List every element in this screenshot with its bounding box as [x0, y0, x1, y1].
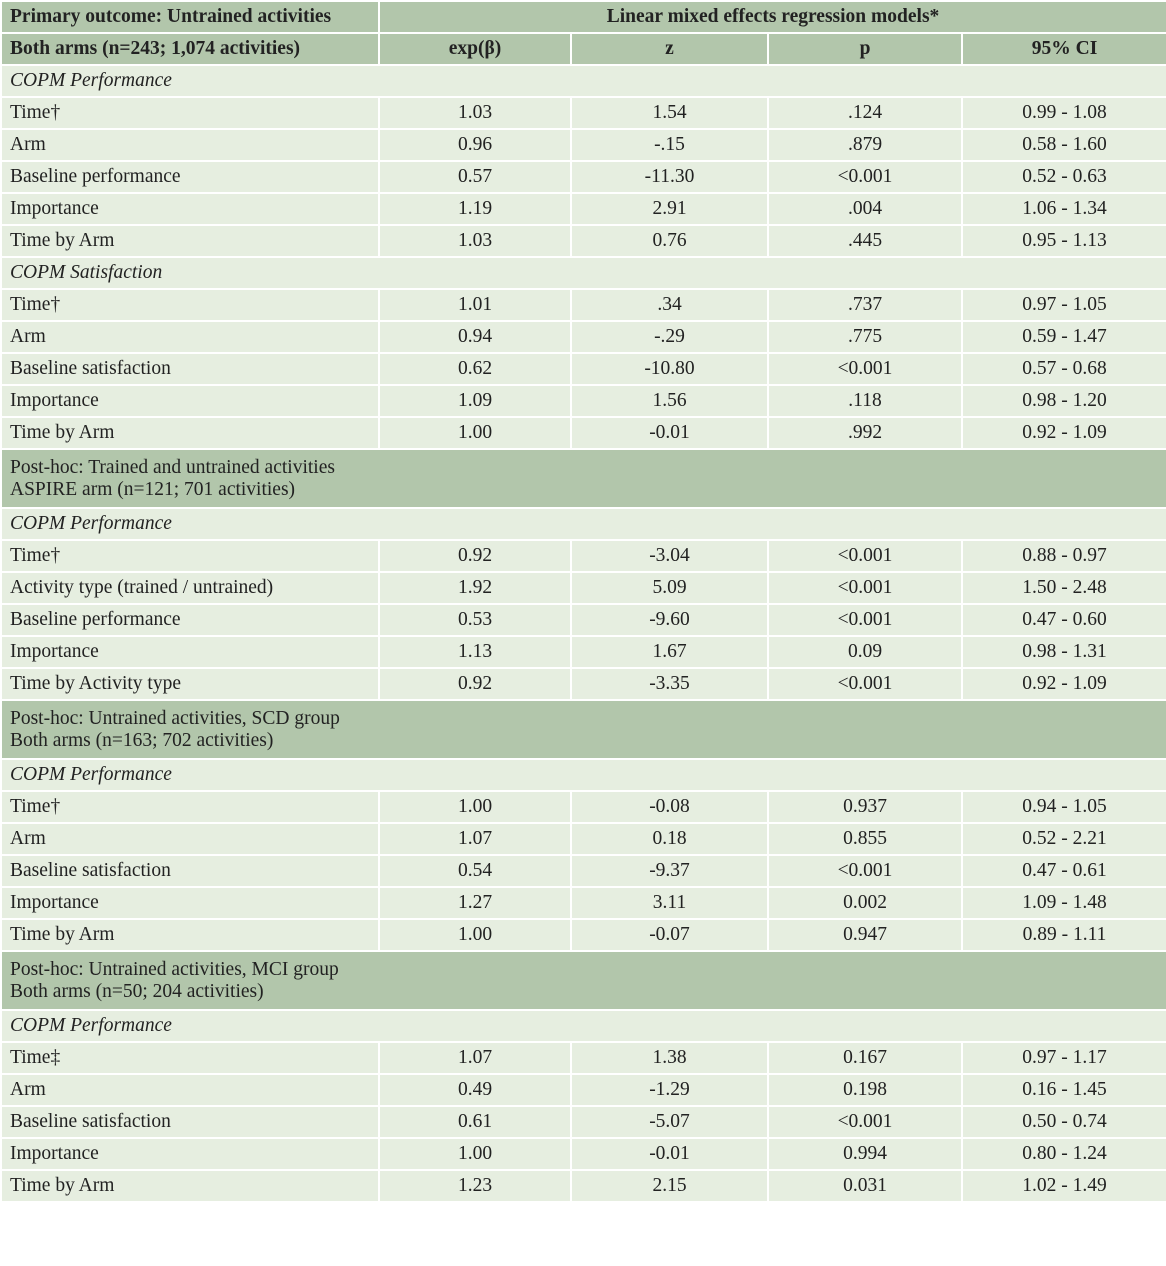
table-row: [1, 1042, 1166, 1074]
ci-value: 0.47 - 0.61: [962, 855, 1166, 887]
ci-value: 0.52 - 2.21: [962, 823, 1166, 855]
ci-value: 0.59 - 1.47: [962, 321, 1166, 353]
subsection-row: [1, 65, 1166, 97]
ci-value: 0.50 - 0.74: [962, 1106, 1166, 1138]
table-row: [1, 161, 1166, 193]
row-label: Time‡: [1, 1042, 379, 1074]
z-value: -.29: [571, 321, 768, 353]
cohort-subtitle: Both arms (n=243; 1,074 activities): [1, 33, 379, 65]
ci-value: 0.57 - 0.68: [962, 353, 1166, 385]
exp-beta-value: 1.13: [379, 636, 571, 668]
z-value: -0.01: [571, 1138, 768, 1170]
p-value: <0.001: [768, 1106, 962, 1138]
table-row: [1, 823, 1166, 855]
p-value: 0.937: [768, 791, 962, 823]
z-value: -9.37: [571, 855, 768, 887]
exp-beta-value: 1.27: [379, 887, 571, 919]
p-value: 0.994: [768, 1138, 962, 1170]
exp-beta-value: 1.23: [379, 1170, 571, 1202]
table-row: [1, 129, 1166, 161]
table-row: [1, 791, 1166, 823]
exp-beta-value: 0.96: [379, 129, 571, 161]
ci-value: 1.02 - 1.49: [962, 1170, 1166, 1202]
table-row: [1, 193, 1166, 225]
table-row: [1, 353, 1166, 385]
z-value: 1.38: [571, 1042, 768, 1074]
z-value: 0.76: [571, 225, 768, 257]
row-label: Baseline satisfaction: [1, 1106, 379, 1138]
row-label: Importance: [1, 385, 379, 417]
p-value: <0.001: [768, 572, 962, 604]
subsection-title: COPM Satisfaction: [1, 257, 1166, 289]
section-header-line: Post-hoc: Trained and untrained activities: [10, 456, 335, 478]
table-row: [1, 668, 1166, 700]
exp-beta-value: 1.00: [379, 919, 571, 951]
exp-beta-value: 1.07: [379, 823, 571, 855]
table-row: [1, 321, 1166, 353]
z-value: -5.07: [571, 1106, 768, 1138]
section-header: [1, 449, 1166, 508]
z-value: -11.30: [571, 161, 768, 193]
subsection-row: [1, 508, 1166, 540]
z-value: -0.01: [571, 417, 768, 449]
z-value: -3.35: [571, 668, 768, 700]
row-label: Time by Activity type: [1, 668, 379, 700]
row-label: Baseline performance: [1, 604, 379, 636]
row-label: Baseline satisfaction: [1, 855, 379, 887]
ci-value: 0.58 - 1.60: [962, 129, 1166, 161]
exp-beta-value: 1.00: [379, 791, 571, 823]
section-header-line: Post-hoc: Untrained activities, SCD group: [10, 707, 340, 729]
row-label: Time by Arm: [1, 919, 379, 951]
exp-beta-value: 1.03: [379, 225, 571, 257]
p-value: 0.002: [768, 887, 962, 919]
row-label: Importance: [1, 636, 379, 668]
p-value: .124: [768, 97, 962, 129]
section-header: [1, 951, 1166, 1010]
exp-beta-value: 1.09: [379, 385, 571, 417]
table-row: [1, 1106, 1166, 1138]
subsection-title: COPM Performance: [1, 65, 1166, 97]
ci-value: 1.50 - 2.48: [962, 572, 1166, 604]
row-label: Time†: [1, 97, 379, 129]
ci-value: 1.09 - 1.48: [962, 887, 1166, 919]
ci-value: 0.88 - 0.97: [962, 540, 1166, 572]
z-value: -3.04: [571, 540, 768, 572]
p-value: .004: [768, 193, 962, 225]
z-value: -.15: [571, 129, 768, 161]
row-label: Time by Arm: [1, 1170, 379, 1202]
z-value: -0.08: [571, 791, 768, 823]
ci-value: 0.80 - 1.24: [962, 1138, 1166, 1170]
column-header-p: p: [768, 33, 962, 65]
p-value: .445: [768, 225, 962, 257]
subsection-title: COPM Performance: [1, 759, 1166, 791]
z-value: 2.91: [571, 193, 768, 225]
z-value: -0.07: [571, 919, 768, 951]
table-row: [1, 1074, 1166, 1106]
ci-value: 0.97 - 1.17: [962, 1042, 1166, 1074]
model-title: Linear mixed effects regression models*: [379, 1, 1166, 33]
exp-beta-value: 0.92: [379, 668, 571, 700]
row-label: Time by Arm: [1, 225, 379, 257]
table-row: [1, 887, 1166, 919]
row-label: Baseline performance: [1, 161, 379, 193]
table-row: [1, 572, 1166, 604]
z-value: -10.80: [571, 353, 768, 385]
z-value: 1.56: [571, 385, 768, 417]
header-row-top: [1, 1, 1166, 33]
exp-beta-value: 0.57: [379, 161, 571, 193]
section-header: [1, 700, 1166, 759]
column-header-ci: 95% CI: [962, 33, 1166, 65]
p-value: .737: [768, 289, 962, 321]
exp-beta-value: 0.61: [379, 1106, 571, 1138]
exp-beta-value: 0.94: [379, 321, 571, 353]
p-value: <0.001: [768, 668, 962, 700]
row-label: Arm: [1, 129, 379, 161]
table-row: [1, 855, 1166, 887]
exp-beta-value: 0.54: [379, 855, 571, 887]
table-row: [1, 604, 1166, 636]
subsection-row: [1, 759, 1166, 791]
row-label: Activity type (trained / untrained): [1, 572, 379, 604]
exp-beta-value: 0.62: [379, 353, 571, 385]
exp-beta-value: 1.01: [379, 289, 571, 321]
section-header-line: Both arms (n=163; 702 activities): [10, 729, 274, 751]
section-header-row: [1, 449, 1166, 508]
ci-value: 0.98 - 1.20: [962, 385, 1166, 417]
z-value: .34: [571, 289, 768, 321]
z-value: 1.67: [571, 636, 768, 668]
p-value: 0.09: [768, 636, 962, 668]
z-value: -1.29: [571, 1074, 768, 1106]
z-value: 0.18: [571, 823, 768, 855]
subsection-title: COPM Performance: [1, 508, 1166, 540]
subsection-row: [1, 257, 1166, 289]
row-label: Time by Arm: [1, 417, 379, 449]
subsection-title: COPM Performance: [1, 1010, 1166, 1042]
row-label: Importance: [1, 887, 379, 919]
table-row: [1, 385, 1166, 417]
row-label: Importance: [1, 193, 379, 225]
row-label: Time†: [1, 289, 379, 321]
section-header-row: [1, 951, 1166, 1010]
row-label: Arm: [1, 823, 379, 855]
column-header-exp-beta: exp(β): [379, 33, 571, 65]
exp-beta-value: 1.00: [379, 417, 571, 449]
ci-value: 0.98 - 1.31: [962, 636, 1166, 668]
ci-value: 0.52 - 0.63: [962, 161, 1166, 193]
ci-value: 0.47 - 0.60: [962, 604, 1166, 636]
row-label: Importance: [1, 1138, 379, 1170]
section-header-line: Both arms (n=50; 204 activities): [10, 980, 264, 1002]
subsection-row: [1, 1010, 1166, 1042]
p-value: <0.001: [768, 604, 962, 636]
ci-value: 0.95 - 1.13: [962, 225, 1166, 257]
ci-value: 0.89 - 1.11: [962, 919, 1166, 951]
primary-outcome-title: Primary outcome: Untrained activities: [1, 1, 379, 33]
table-row: [1, 1170, 1166, 1202]
table-row: [1, 1138, 1166, 1170]
table-row: [1, 225, 1166, 257]
p-value: .992: [768, 417, 962, 449]
column-header-z: z: [571, 33, 768, 65]
exp-beta-value: 1.07: [379, 1042, 571, 1074]
row-label: Arm: [1, 321, 379, 353]
z-value: 5.09: [571, 572, 768, 604]
p-value: 0.031: [768, 1170, 962, 1202]
section-header-line: ASPIRE arm (n=121; 701 activities): [10, 478, 296, 500]
table-row: [1, 97, 1166, 129]
ci-value: 0.92 - 1.09: [962, 668, 1166, 700]
exp-beta-value: 1.19: [379, 193, 571, 225]
row-label: Time†: [1, 540, 379, 572]
table-row: [1, 417, 1166, 449]
exp-beta-value: 1.92: [379, 572, 571, 604]
p-value: 0.855: [768, 823, 962, 855]
p-value: .118: [768, 385, 962, 417]
table-row: [1, 540, 1166, 572]
p-value: <0.001: [768, 855, 962, 887]
p-value: <0.001: [768, 540, 962, 572]
ci-value: 1.06 - 1.34: [962, 193, 1166, 225]
p-value: <0.001: [768, 161, 962, 193]
z-value: -9.60: [571, 604, 768, 636]
p-value: 0.198: [768, 1074, 962, 1106]
ci-value: 0.94 - 1.05: [962, 791, 1166, 823]
row-label: Arm: [1, 1074, 379, 1106]
p-value: .879: [768, 129, 962, 161]
exp-beta-value: 0.92: [379, 540, 571, 572]
p-value: .775: [768, 321, 962, 353]
header-row-columns: [1, 33, 1166, 65]
p-value: <0.001: [768, 353, 962, 385]
exp-beta-value: 0.53: [379, 604, 571, 636]
row-label: Time†: [1, 791, 379, 823]
p-value: 0.947: [768, 919, 962, 951]
ci-value: 0.16 - 1.45: [962, 1074, 1166, 1106]
ci-value: 0.97 - 1.05: [962, 289, 1166, 321]
exp-beta-value: 1.00: [379, 1138, 571, 1170]
table-row: [1, 919, 1166, 951]
z-value: 2.15: [571, 1170, 768, 1202]
ci-value: 0.99 - 1.08: [962, 97, 1166, 129]
section-header-row: [1, 700, 1166, 759]
section-header-line: Post-hoc: Untrained activities, MCI group: [10, 958, 339, 980]
table-body: [1, 1, 1166, 1202]
z-value: 3.11: [571, 887, 768, 919]
exp-beta-value: 0.49: [379, 1074, 571, 1106]
ci-value: 0.92 - 1.09: [962, 417, 1166, 449]
z-value: 1.54: [571, 97, 768, 129]
table-row: [1, 636, 1166, 668]
table-row: [1, 289, 1166, 321]
row-label: Baseline satisfaction: [1, 353, 379, 385]
p-value: 0.167: [768, 1042, 962, 1074]
exp-beta-value: 1.03: [379, 97, 571, 129]
